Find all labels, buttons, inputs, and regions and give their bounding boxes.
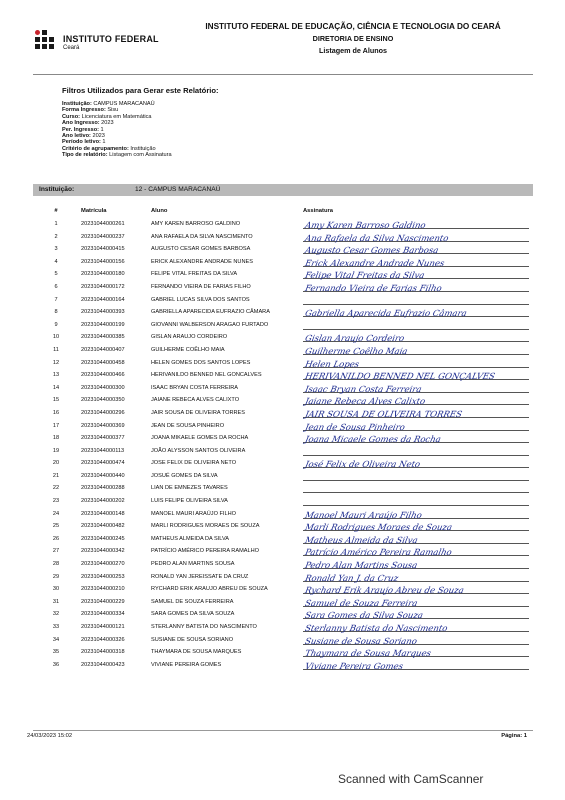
row-aluno: THAYMARA DE SOUSA MARQUES xyxy=(151,649,242,656)
row-matricula: 20231044000164 xyxy=(81,296,125,303)
table-row xyxy=(33,446,533,459)
row-matricula: 20231044000270 xyxy=(81,561,125,568)
students-table xyxy=(33,219,533,672)
directorate-title: DIRETORIA DE ENSINO xyxy=(312,34,394,43)
handwritten-signature: Sterlanny Batista do Nascimento xyxy=(303,624,449,634)
institution-title: INSTITUTO FEDERAL DE EDUCAÇÃO, CIÊNCIA E TECNOLOGIA DO CEARÁ xyxy=(205,22,501,31)
filter-value: CAMPUS MARACANAÚ xyxy=(91,101,155,107)
row-matricula: 20231044000253 xyxy=(81,573,125,580)
row-number: 31 xyxy=(52,598,60,605)
signature-line xyxy=(303,320,529,330)
handwritten-signature: Marli Rodrigues Moraes de Souza xyxy=(303,523,453,534)
table-row xyxy=(33,509,533,522)
row-matricula: 20231044000300 xyxy=(81,384,125,391)
signature-line xyxy=(303,282,529,292)
filter-value: 2023 xyxy=(90,133,105,140)
row-number: 2 xyxy=(54,233,58,240)
signature-line xyxy=(303,471,529,481)
scanner-watermark: Scanned with CamScanner xyxy=(338,772,484,786)
filter-key: Curso: xyxy=(62,113,81,120)
table-row xyxy=(33,483,533,496)
row-number: 24 xyxy=(52,510,60,517)
signature-line xyxy=(303,244,529,257)
signature-line xyxy=(303,307,529,320)
handwritten-signature: Pedro Alan Martins Sousa xyxy=(303,561,419,572)
report-footer xyxy=(27,730,533,745)
row-aluno: SUSIANE DE SOUSA SORIANO xyxy=(151,636,234,643)
table-row xyxy=(33,307,533,320)
table-row xyxy=(33,572,533,585)
row-aluno: ERICK ALEXANDRE ANDRADE NUNES xyxy=(151,258,253,265)
row-number: 35 xyxy=(52,649,60,656)
handwritten-signature: Patrício Américo Pereira Ramalho xyxy=(303,548,453,559)
row-number: 26 xyxy=(52,535,60,542)
row-aluno: PATRÍCIO AMÉRICO PEREIRA RAMALHO xyxy=(151,548,259,555)
handwritten-signature: Joana Micaele Gomes da Rocha xyxy=(303,435,442,446)
signature-line xyxy=(303,383,529,393)
row-matricula: 20231044000415 xyxy=(81,246,125,253)
table-row xyxy=(33,635,533,648)
signature-line xyxy=(303,433,529,446)
row-number: 30 xyxy=(52,586,60,593)
signature-line xyxy=(303,635,529,645)
row-aluno: MATHEUS ALMEIDA DA SILVA xyxy=(151,535,230,542)
row-number: 21 xyxy=(52,472,60,479)
signature-line xyxy=(303,572,529,582)
handwritten-signature: Gislan Araujo Cordeiro xyxy=(303,334,406,345)
row-matricula: 20231044000245 xyxy=(81,535,125,542)
filter-line xyxy=(62,152,522,158)
signature-line xyxy=(303,345,529,355)
filter-key: Ano Ingresso: xyxy=(62,120,100,127)
row-aluno: MARLI RODRIGUES MORAES DE SOUZA xyxy=(151,523,260,530)
row-number: 17 xyxy=(52,422,60,429)
logo-grid-icon xyxy=(35,30,59,52)
row-aluno: SARA GOMES DA SILVA SOUZA xyxy=(151,611,235,618)
table-header xyxy=(33,206,533,216)
row-aluno: AMY KAREN BARROSO GALDINO xyxy=(151,221,241,227)
row-matricula: 20231044000318 xyxy=(81,649,125,656)
signature-line xyxy=(303,496,529,506)
table-row xyxy=(33,584,533,597)
row-aluno: GABRIEL LUCAS SILVA DOS SANTOS xyxy=(151,296,250,303)
row-number: 23 xyxy=(52,498,60,505)
handwritten-signature: Jean de Sousa Pinheiro xyxy=(303,422,406,433)
row-matricula: 20231044000377 xyxy=(81,435,125,442)
table-row xyxy=(33,559,533,572)
signature-line xyxy=(303,408,529,418)
handwritten-signature: Augusto Cesar Gomes Barbosa xyxy=(303,246,440,257)
row-number: 18 xyxy=(52,435,60,442)
signature-line xyxy=(303,546,529,559)
table-row xyxy=(33,370,533,383)
table-row xyxy=(33,358,533,371)
filter-value: Instituição xyxy=(128,145,156,152)
row-matricula: 20231044000466 xyxy=(81,372,125,379)
row-matricula: 20231044000172 xyxy=(81,283,125,290)
group-value: 12 - CAMPUS MARACANAÚ xyxy=(135,186,221,193)
table-row xyxy=(33,496,533,509)
table-row xyxy=(33,609,533,622)
row-aluno: GIOVANNI WALBERSON ARAGAO FURTADO xyxy=(151,321,269,328)
filter-value: Sisu xyxy=(105,107,119,114)
signature-line xyxy=(303,584,529,597)
institution-logo xyxy=(35,28,165,68)
filter-value: Listagem com Assinatura xyxy=(107,152,172,159)
row-matricula: 20231044000296 xyxy=(81,409,125,416)
row-aluno: JOANA MIKAELE GOMES DA ROCHA xyxy=(151,435,249,442)
handwritten-signature: Ana Rafaela da Silva Nascimento xyxy=(303,233,450,244)
row-matricula: 20231044000440 xyxy=(81,472,125,479)
row-number: 7 xyxy=(54,296,58,303)
row-matricula: 20231044000210 xyxy=(81,586,125,593)
table-row xyxy=(33,458,533,471)
row-matricula: 20231044000113 xyxy=(81,447,125,454)
filter-value: 1 xyxy=(100,139,106,146)
handwritten-signature: Rychard Erik Araujo Abreu de Souza xyxy=(303,586,465,597)
row-aluno: VIVIANE PEREIRA GOMES xyxy=(151,661,222,668)
table-row xyxy=(33,232,533,245)
signature-line xyxy=(303,421,529,431)
header-titles xyxy=(163,22,543,55)
signature-line xyxy=(303,559,529,572)
handwritten-signature: Susiane de Sousa Soriano xyxy=(303,636,418,647)
filter-key: Forma Ingresso: xyxy=(62,107,106,114)
row-aluno: GISLAN ARAUJO CORDEIRO xyxy=(151,334,228,341)
row-matricula: 20231044000407 xyxy=(81,346,125,353)
row-aluno: FELIPE VITAL FREITAS DA SILVA xyxy=(151,271,238,278)
row-aluno: JOÃO ALYSSON SANTOS OLIVEIRA xyxy=(151,447,246,454)
row-matricula: 20231044000474 xyxy=(81,460,125,467)
row-aluno: RYCHARD ERIK ARAUJO ABREU DE SOUZA xyxy=(151,586,268,593)
handwritten-signature: Erick Alexandre Andrade Nunes xyxy=(303,258,446,269)
handwritten-signature: Gabriella Aparecida Eufrazio Câmara xyxy=(303,309,468,320)
row-number: 3 xyxy=(54,246,58,253)
table-row xyxy=(33,408,533,421)
handwritten-signature: José Felix de Oliveira Neto xyxy=(303,460,422,471)
row-number: 14 xyxy=(52,384,60,391)
row-aluno: ANA RAFAELA DA SILVA NASCIMENTO xyxy=(151,233,253,240)
row-aluno: MANOEL MAURI ARAÚJO FILHO xyxy=(151,510,236,517)
signature-line xyxy=(303,370,529,383)
report-header xyxy=(33,16,541,76)
logo-text: INSTITUTO FEDERAL xyxy=(63,34,159,44)
row-aluno: FERNANDO VIEIRA DE FARIAS FILHO xyxy=(151,283,251,290)
row-aluno: PEDRO ALAN MARTINS SOUSA xyxy=(151,561,235,568)
row-aluno: AUGUSTO CESAR GOMES BARBOSA xyxy=(151,246,251,253)
table-row xyxy=(33,471,533,484)
row-matricula: 20231044000148 xyxy=(81,510,125,517)
row-matricula: 20231044000229 xyxy=(81,598,125,605)
row-number: 33 xyxy=(52,624,60,630)
header-matricula: Matrícula xyxy=(81,208,107,214)
row-number: 1 xyxy=(54,221,58,227)
signature-line xyxy=(303,534,529,544)
header-divider xyxy=(33,74,533,75)
row-number: 5 xyxy=(54,271,58,278)
row-matricula: 20231044000199 xyxy=(81,321,125,328)
signature-line xyxy=(303,597,529,607)
row-matricula: 20231044000288 xyxy=(81,485,125,492)
row-matricula: 20231044000261 xyxy=(81,221,125,227)
row-matricula: 20231044000350 xyxy=(81,397,125,404)
row-matricula: 20231044000237 xyxy=(81,233,125,240)
table-row xyxy=(33,622,533,635)
signature-line xyxy=(303,609,529,622)
row-aluno: HERIVANILDO BENNED NEL GONCALVES xyxy=(151,372,262,379)
row-aluno: SAMUEL DE SOUZA FERREIRA xyxy=(151,598,234,605)
signature-line xyxy=(303,521,529,534)
handwritten-signature: Helen Lopes xyxy=(303,359,361,370)
row-number: 10 xyxy=(52,334,60,341)
handwritten-signature: Jaiane Rebeca Alves Calixto xyxy=(303,397,427,408)
row-aluno: HELEN GOMES DOS SANTOS LOPES xyxy=(151,359,251,366)
signature-line xyxy=(303,660,529,670)
filter-value: 1 xyxy=(99,126,104,133)
row-aluno: GUILHERME COÊLHO MAIA xyxy=(151,346,225,353)
row-matricula: 20231044000385 xyxy=(81,334,125,341)
print-date: 24/03/2023 15:02 xyxy=(27,733,73,739)
table-row xyxy=(33,421,533,434)
handwritten-signature: Matheus Almeida da Silva xyxy=(303,535,419,546)
signature-line xyxy=(303,269,529,282)
filter-key: Ano letivo: xyxy=(62,133,91,140)
row-number: 12 xyxy=(52,359,60,366)
signature-line xyxy=(303,647,529,660)
table-row xyxy=(33,395,533,408)
row-aluno: RONALD YAN JEREISSATE DA CRUZ xyxy=(151,573,249,580)
row-matricula: 20231044000423 xyxy=(81,661,125,668)
row-number: 8 xyxy=(54,309,58,316)
header-num: # xyxy=(54,208,58,214)
table-row xyxy=(33,320,533,333)
filters-list xyxy=(62,101,522,159)
filters-section xyxy=(62,86,522,159)
row-matricula: 20231044000121 xyxy=(81,624,125,630)
row-number: 28 xyxy=(52,561,60,568)
row-number: 19 xyxy=(52,447,60,454)
signature-line xyxy=(303,509,529,519)
handwritten-signature: HERIVANILDO BENNED NEL GONÇALVES xyxy=(303,372,496,383)
row-aluno: STERLANNY BATISTA DO NASCIMENTO xyxy=(151,624,257,630)
table-row xyxy=(33,244,533,257)
row-matricula: 20231044000156 xyxy=(81,258,125,265)
signature-line xyxy=(303,257,529,267)
row-matricula: 20231044000482 xyxy=(81,523,125,530)
handwritten-signature: Isaac Bryan Costa Ferreira xyxy=(303,384,423,395)
handwritten-signature: Guilherme Coêlho Maia xyxy=(303,346,409,357)
table-row xyxy=(33,597,533,610)
row-aluno: JOSUÉ GOMES DA SILVA xyxy=(151,472,218,479)
row-aluno: JAIR SOUSA DE OLIVEIRA TORRES xyxy=(151,409,245,416)
row-number: 20 xyxy=(52,460,60,467)
header-aluno: Aluno xyxy=(151,208,168,214)
handwritten-signature: Manoel Mauri Araújo Filho xyxy=(303,510,423,521)
table-row xyxy=(33,345,533,358)
filters-heading: Filtros Utilizados para Gerar este Relatório: xyxy=(62,86,219,95)
group-bar xyxy=(33,184,533,196)
row-number: 13 xyxy=(52,372,60,379)
filter-key: Tipo de relatório: xyxy=(62,152,108,159)
row-matricula: 20231044000326 xyxy=(81,636,125,643)
row-aluno: JOSE FELIX DE OLIVEIRA NETO xyxy=(151,460,237,467)
row-number: 16 xyxy=(52,409,60,416)
row-matricula: 20231044000334 xyxy=(81,611,125,618)
row-number: 9 xyxy=(54,321,58,328)
signature-line xyxy=(303,219,529,229)
row-matricula: 20231044000458 xyxy=(81,359,125,366)
table-row xyxy=(33,269,533,282)
page-number: Página: 1 xyxy=(501,733,527,739)
handwritten-signature: Fernando Vieira de Farias Filho xyxy=(303,283,443,294)
handwritten-signature: Felipe Vital Freitas da Silva xyxy=(303,271,426,282)
signature-line xyxy=(303,622,529,632)
row-matricula: 20231044000202 xyxy=(81,498,125,505)
row-number: 27 xyxy=(52,548,60,555)
filter-value: 2023 xyxy=(99,120,114,127)
signature-line xyxy=(303,395,529,408)
row-matricula: 20231044000393 xyxy=(81,309,125,316)
row-number: 15 xyxy=(52,397,60,404)
table-row xyxy=(33,660,533,673)
handwritten-signature: Samuel de Souza Ferreira xyxy=(303,598,419,609)
filter-key: Critério de agrupamento: xyxy=(62,145,129,152)
row-aluno: JAIANE REBECA ALVES CALIXTO xyxy=(151,397,240,404)
header-assinatura: Assinatura xyxy=(303,208,333,214)
table-row xyxy=(33,257,533,270)
handwritten-signature: Thaymara de Sousa Marques xyxy=(303,649,432,660)
row-aluno: GABRIELLA APARECIDA EUFRAZIO CÂMARA xyxy=(151,309,270,316)
table-row xyxy=(33,282,533,295)
handwritten-signature: JAIR SOUSA DE OLIVEIRA TORRES xyxy=(303,409,463,420)
table-row xyxy=(33,332,533,345)
row-matricula: 20231044000180 xyxy=(81,271,125,278)
table-row xyxy=(33,433,533,446)
row-aluno: LUIS FELIPE OLIVEIRA SILVA xyxy=(151,498,228,505)
signature-line xyxy=(303,295,529,305)
row-number: 6 xyxy=(54,283,58,290)
handwritten-signature: Sara Gomes da Silva Souza xyxy=(303,611,424,622)
table-row xyxy=(33,534,533,547)
signature-line xyxy=(303,458,529,471)
filter-value: Licenciatura em Matemática xyxy=(80,113,152,120)
logo-subtext: Ceará xyxy=(63,45,80,51)
handwritten-signature: Amy Karen Barroso Galdino xyxy=(303,221,427,231)
report-page xyxy=(27,16,541,748)
table-row xyxy=(33,295,533,308)
row-matricula: 20231044000342 xyxy=(81,548,125,555)
row-number: 4 xyxy=(54,258,58,265)
table-row xyxy=(33,383,533,396)
filter-key: Per. Ingresso: xyxy=(62,126,99,133)
filter-key: Instituição: xyxy=(62,101,92,107)
row-number: 25 xyxy=(52,523,60,530)
table-row xyxy=(33,521,533,534)
signature-line xyxy=(303,232,529,242)
signature-line xyxy=(303,332,529,345)
row-number: 22 xyxy=(52,485,60,492)
table-row xyxy=(33,219,533,232)
signature-line xyxy=(303,446,529,456)
row-number: 11 xyxy=(53,346,59,353)
table-row xyxy=(33,647,533,660)
signature-line xyxy=(303,358,529,368)
row-aluno: ISAAC BRYAN COSTA FERREIRA xyxy=(151,384,239,391)
row-number: 36 xyxy=(52,661,60,668)
handwritten-signature: Viviane Pereira Gomes xyxy=(303,661,404,672)
row-aluno: JEAN DE SOUSA PINHEIRO xyxy=(151,422,225,429)
table-row xyxy=(33,546,533,559)
filter-key: Período letivo: xyxy=(62,139,101,146)
group-label: Instituição: xyxy=(39,186,75,193)
row-number: 32 xyxy=(52,611,60,618)
signature-line xyxy=(303,483,529,493)
row-matricula: 20231044000369 xyxy=(81,422,125,429)
row-number: 29 xyxy=(52,573,60,580)
handwritten-signature: Ronald Yan J. da Cruz xyxy=(303,573,400,584)
row-aluno: LIAN DE EMNEZES TAVARES xyxy=(151,485,228,492)
report-title: Listagem de Alunos xyxy=(318,46,388,55)
row-number: 34 xyxy=(52,636,60,643)
